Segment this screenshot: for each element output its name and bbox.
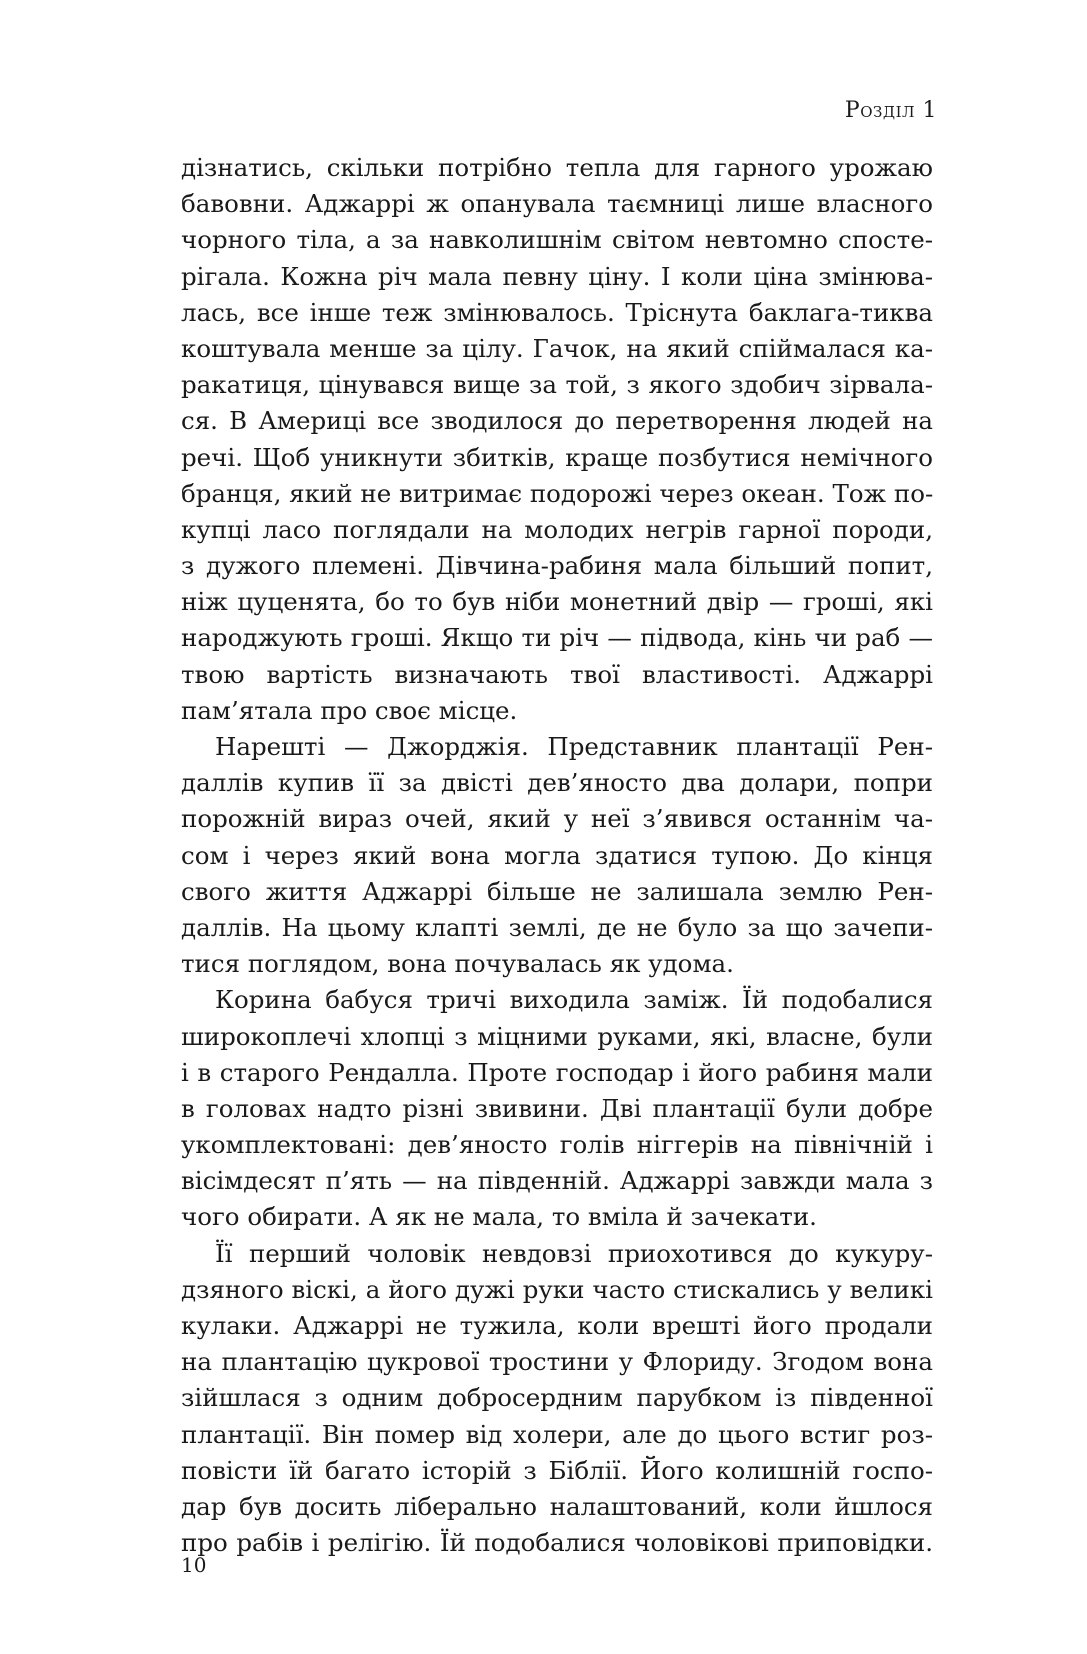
- text-line: твою вартість визначають твої властивості. Аджаррі: [181, 659, 933, 689]
- text-line: повісти їй багато історій з Біблії. Його колишній госпо-: [181, 1455, 933, 1485]
- text-line: даллів. На цьому клапті землі, де не було за що зачепи-: [181, 912, 933, 942]
- text-line: тися поглядом, вона почувалась як удома.: [181, 949, 734, 979]
- paragraph-start-line: Корина бабуся тричі виходила заміж. Їй подобалися: [215, 985, 933, 1015]
- text-line: і в старого Рендалла. Проте господар і його рабиня мали: [181, 1057, 933, 1087]
- text-line: коштувала менше за цілу. Гачок, на який спіймалася ка-: [181, 333, 933, 363]
- page-number: 10: [181, 1553, 207, 1577]
- text-line: в головах надто різні звивини. Дві плантації були добре: [181, 1093, 933, 1123]
- text-line: речі. Щоб уникнути збитків, краще позбутися немічного: [181, 442, 933, 472]
- text-line: бранця, який не витримає подорожі через океан. Тож по-: [181, 478, 934, 508]
- text-line: вісімдесят п’ять — на південній. Аджаррі завжди мала з: [181, 1166, 933, 1196]
- text-line: ракатиця, цінувався вище за той, з якого здобич зірвала-: [181, 370, 933, 400]
- text-line: чого обирати. А як не мала, то вміла й зачекати.: [181, 1202, 817, 1232]
- running-head: Розділ 1: [844, 98, 937, 123]
- text-line: плантації. Він помер від холери, але до цього встиг роз-: [181, 1419, 933, 1449]
- text-line: кулаки. Аджаррі не тужила, коли врешті його продали: [181, 1311, 933, 1340]
- text-line: даллів купив її за двісті дев’яносто два долари, попри: [181, 768, 933, 798]
- text-line: бавовни. Аджаррі ж опанувала таємниці лише власного: [181, 189, 933, 219]
- paragraph-start-line: Нарешті — Джорджія. Представник плантації Рен-: [215, 732, 933, 761]
- text-line: чорного тіла, а за навколишнім світом невтомно спосте-: [181, 225, 933, 255]
- text-line: лась, все інше теж змінювалось. Тріснута баклага-тиква: [181, 297, 933, 327]
- text-line: народжують гроші. Якщо ти річ — підвода, кінь чи раб —: [181, 623, 933, 653]
- text-line: сом і через який вона могла здатися тупою. До кінця: [181, 840, 933, 870]
- text-line: порожній вираз очей, який у неї з’явився останнім ча-: [181, 804, 933, 834]
- paragraph-start-line: Її перший чоловік невдовзі приохотився до кукуру-: [215, 1238, 933, 1268]
- text-line: про рабів і релігію. Їй подобалися чоловікові приповідки.: [181, 1528, 933, 1558]
- text-line: дзяного віскі, а його дужі руки часто стискались у великі: [181, 1274, 933, 1304]
- text-line: рігала. Кожна річ мала певну ціну. І коли ціна змінюва-: [181, 261, 933, 291]
- text-line: на плантацію цукрової тростини у Флориду. Згодом вона: [181, 1347, 933, 1377]
- text-line: широкоплечі хлопці з міцними руками, які, власне, були: [181, 1021, 933, 1051]
- body-text: [181, 150, 933, 1561]
- text-line: свого життя Аджаррі більше не залишала землю Рен-: [181, 876, 933, 906]
- text-line: купці ласо поглядали на молодих негрів гарної породи,: [181, 514, 933, 544]
- text-line: ся. В Америці все зводилося до перетворення людей на: [181, 406, 933, 436]
- text-line: дізнатись, скільки потрібно тепла для гарного урожаю: [181, 153, 933, 182]
- text-line: дар був досить ліберально налаштований, коли йшлося: [181, 1491, 933, 1521]
- text-line: ніж цуценята, бо то був ніби монетний двір — гроші, які: [181, 587, 933, 617]
- text-line: зійшлася з одним добросердним парубком із південної: [181, 1383, 933, 1413]
- text-line: пам’ятала про своє місце.: [181, 695, 518, 725]
- text-line: укомплектовані: дев’яносто голів ніггерів на північній і: [181, 1130, 933, 1160]
- text-line: з дужого племені. Дівчина-рабиня мала більший попит,: [181, 551, 933, 581]
